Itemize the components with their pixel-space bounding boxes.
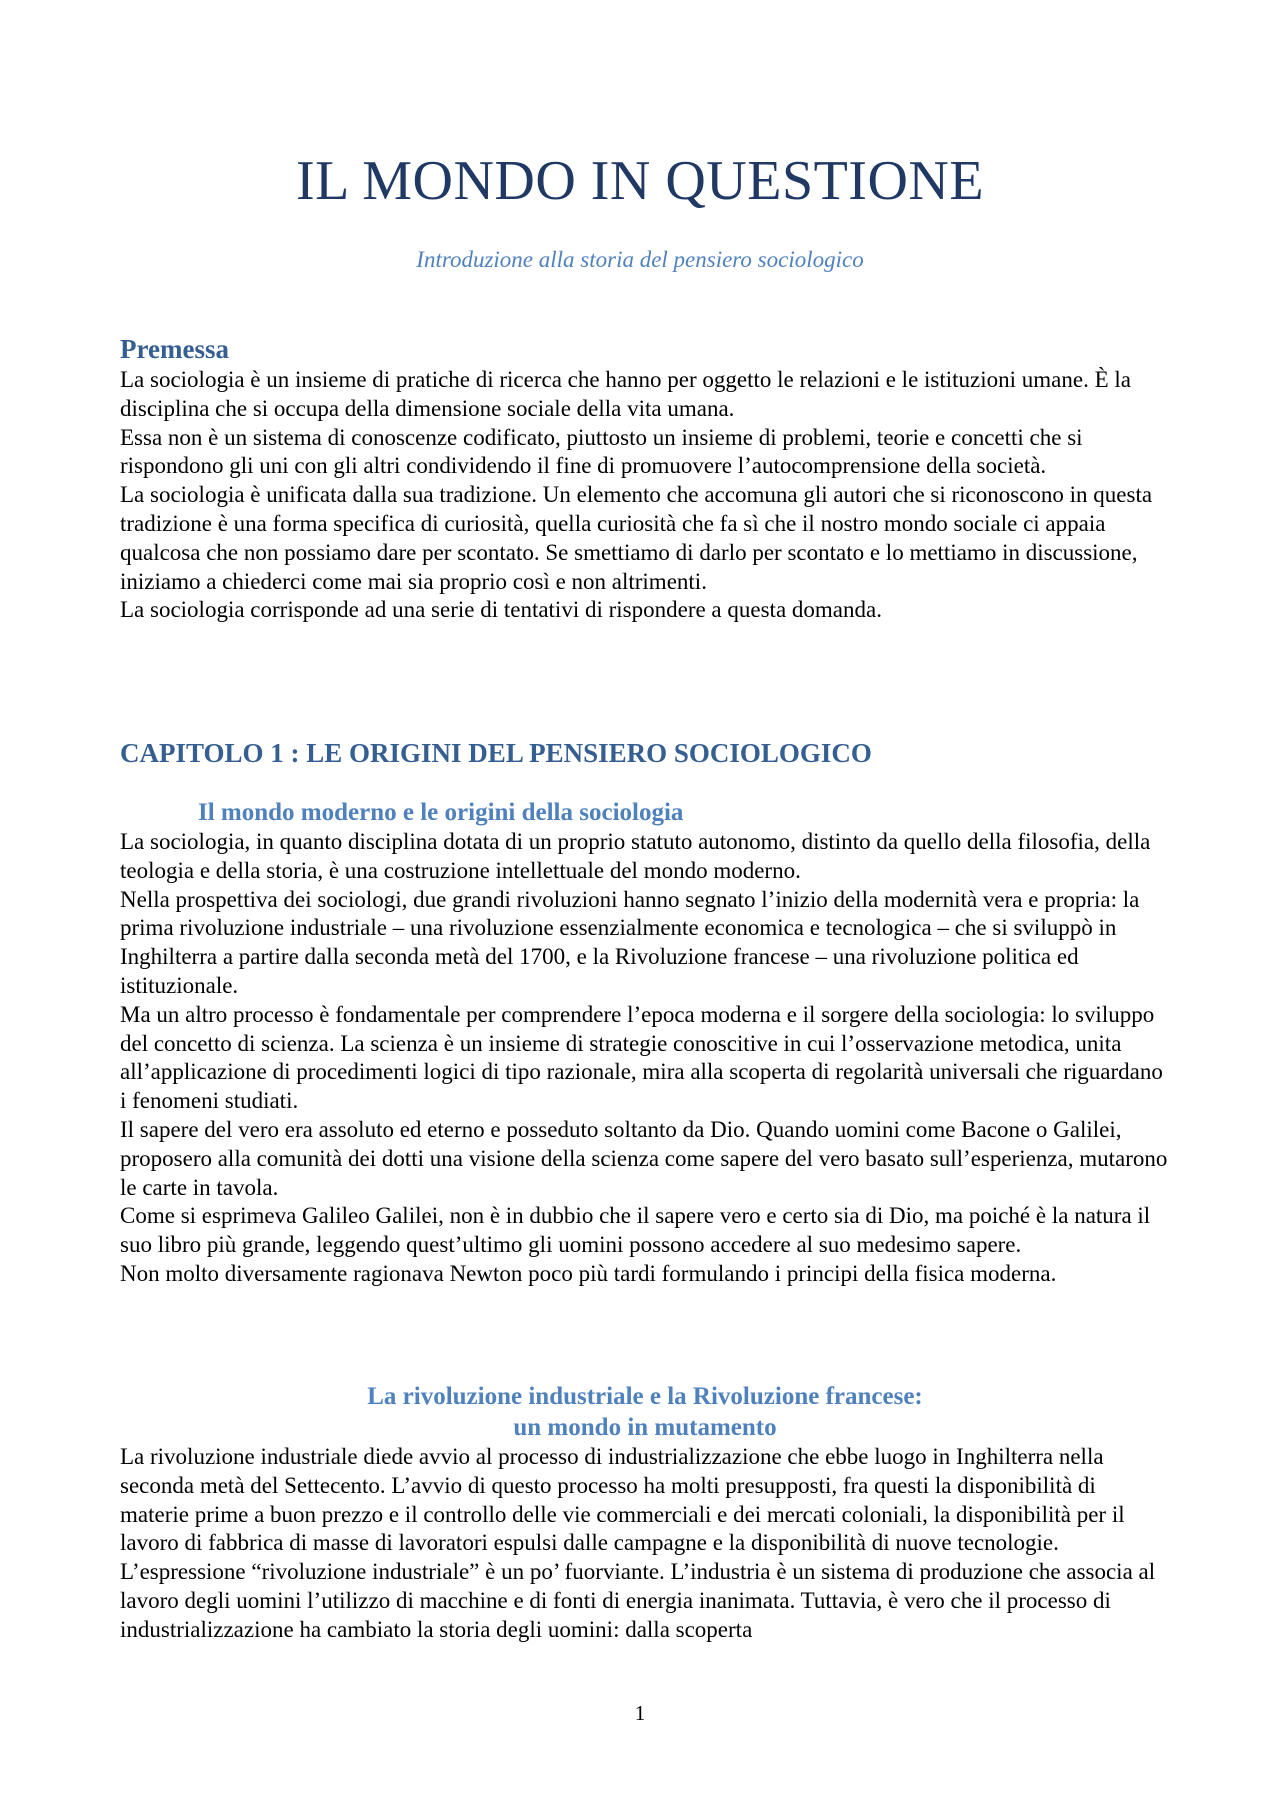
paragraph: La sociologia, in quanto disciplina dotata di un proprio statuto autonomo, distinto da quello della filosofia, della teologia e della storia, è una costruzione intellettuale del mondo moderno. <box>120 829 1151 883</box>
premessa-section <box>120 332 1170 625</box>
chapter-heading-block <box>120 736 1170 770</box>
section-heading-line-1: La rivoluzione industriale e la Rivoluzione francese: <box>367 1383 923 1410</box>
section-revolutions <box>120 1381 1170 1645</box>
paragraph: Nella prospettiva dei sociologi, due grandi rivoluzioni hanno segnato l’inizio della modernità vera e propria: la prima rivoluzione industriale – una rivoluzione essenzialmente economica e tecnologica – che si sviluppò in Inghilterra a partire dalla seconda metà del 1700, e la Rivoluzione francese – una rivoluzione politica ed istituzionale. <box>120 886 1140 998</box>
chapter-heading: CAPITOLO 1 : LE ORIGINI DEL PENSIERO SOCIOLOGICO <box>120 738 872 768</box>
paragraph: Come si esprimeva Galileo Galilei, non è in dubbio che il sapere vero e certo sia di Dio, ma poiché è la natura il suo libro più grande, leggendo quest’ultimo gli uomini possono accedere al suo medesimo sapere. <box>120 1203 1151 1258</box>
document-title: IL MONDO IN QUESTIONE <box>295 150 985 212</box>
section-heading-line-2: un mondo in mutamento <box>513 1414 777 1441</box>
section-heading: Il mondo moderno e le origini della sociologia <box>198 799 684 826</box>
paragraph: L’espressione “rivoluzione industriale” è un po’ fuorviante. L’industria è un sistema di produzione che associa al lavoro degli uomini l’utilizzo di macchine e di fonti di energia inanimata. Tuttavia, è vero che il processo di industrializzazione ha cambiato la storia degli uomini: dalla scoperta <box>120 1559 1156 1642</box>
page-number: 1 <box>634 1701 646 1725</box>
paragraph: Ma un altro processo è fondamentale per comprendere l’epoca moderna e il sorgere della sociologia: lo sviluppo del concetto di scienza. La scienza è un insieme di strategie conoscitive in cui l’osservazione metodica, unita all’applicazione di procedimenti logici di tipo razionale, mira alla scoperta di regolarità universali che riguardano i fenomeni studiati. <box>120 1001 1163 1114</box>
paragraph: La sociologia corrisponde ad una serie di tentativi di rispondere a questa domanda. <box>120 597 882 623</box>
paragraph: Il sapere del vero era assoluto ed eterno e posseduto soltanto da Dio. Quando uomini come Bacone o Galilei, proposero alla comunità dei dotti una visione della scienza come sapere del vero basato sull’esperienza, mutarono le carte in tavola. <box>120 1116 1168 1200</box>
paragraph: Essa non è un sistema di conoscenze codificato, piuttosto un insieme di problemi, teorie e concetti che si rispondono gli uni con gli altri condividendo il fine di promuovere l’autocomprensione della società. <box>120 424 1083 479</box>
paragraph: La sociologia è un insieme di pratiche di ricerca che hanno per oggetto le relazioni e le istituzioni umane. È la disciplina che si occupa della dimensione sociale della vita umana. <box>120 367 1131 421</box>
paragraph: La rivoluzione industriale diede avvio al processo di industrializzazione che ebbe luogo in Inghilterra nella seconda metà del Settecento. L’avvio di questo processo ha molti presupposti, fra questi la disponibilità di materie prime a buon prezzo e il controllo delle vie commerciali e dei mercati coloniali, la disponibilità per il lavoro di fabbrica di masse di lavoratori espulsi dalle campagne e la disponibilità di nuove tecnologie. <box>120 1444 1125 1556</box>
section-modern-world <box>120 797 1170 1289</box>
paragraph: La sociologia è unificata dalla sua tradizione. Un elemento che accomuna gli autori che si riconoscono in questa tradizione è una forma specifica di curiosità, quella curiosità che fa sì che il nostro mondo sociale ci appaia qualcosa che non possiamo dare per scontato. Se smettiamo di darlo per scontato e lo mettiamo in discussione, iniziamo a chiederci come mai sia proprio così e non altrimenti. <box>120 482 1153 594</box>
premessa-heading: Premessa <box>120 334 229 364</box>
document-subtitle: Introduzione alla storia del pensiero sociologico <box>416 247 864 272</box>
paragraph: Non molto diversamente ragionava Newton poco più tardi formulando i principi della fisica moderna. <box>120 1260 1057 1286</box>
